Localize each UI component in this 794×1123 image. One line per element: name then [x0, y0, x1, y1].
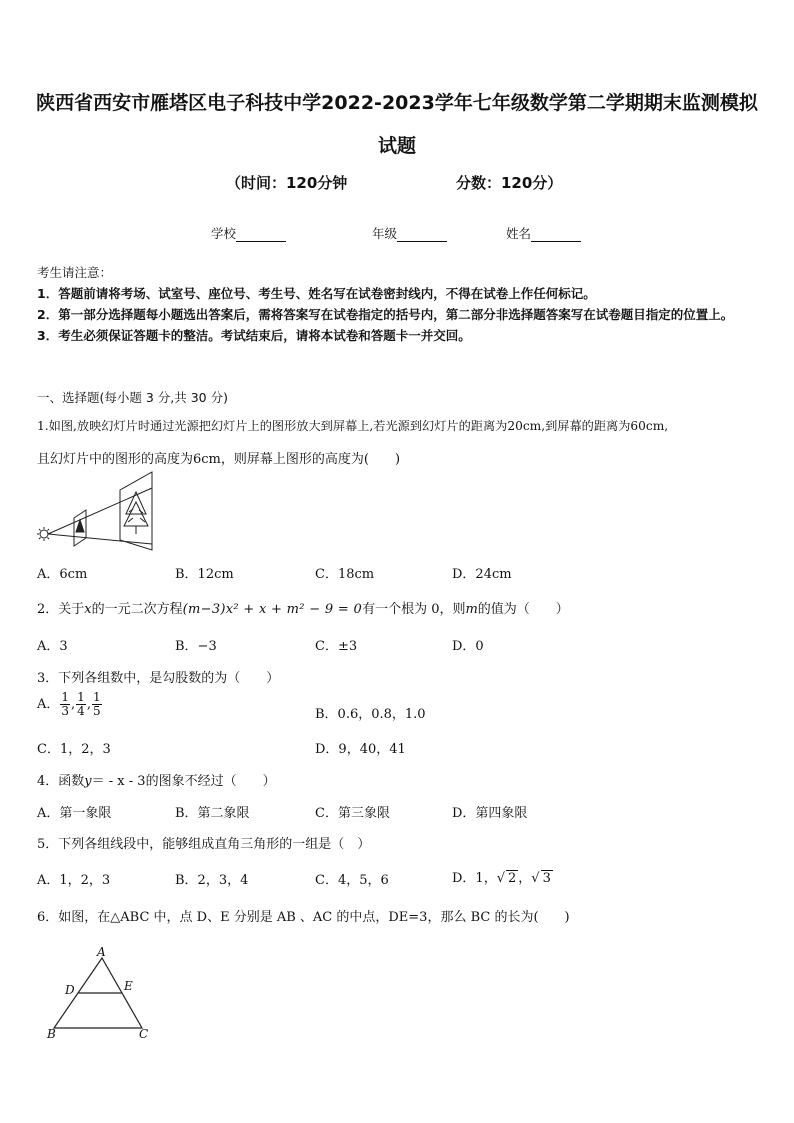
q5-stem: 5．下列各组线段中，能够组成直角三角形的一组是（ ） [37, 837, 371, 852]
notice-item-2: 2．第一部分选择题每小题选出答案后，需将答案写在试卷指定的括号内，第二部分非选择题答案写在试卷题目指定的位置上。 [37, 307, 734, 322]
q2-option-a[interactable]: A．3 [37, 639, 68, 654]
q4-func-var: y [84, 774, 92, 789]
q1-line1: 1.如图,放映幻灯片时通过光源把幻灯片上的图形放大到屏幕上,若光源到幻灯片的距离为20cm,到屏幕的距离为60cm, [37, 419, 669, 433]
notice-item-3: 3．考生必须保证答题卡的整洁。考试结束后，请将本试卷和答题卡一并交回。 [37, 328, 471, 343]
q6-stem: 6．如图，在△ABC 中，点 D、E 分别是 AB 、AC 的中点，DE=3，那么 BC 的长为( ) [37, 910, 570, 925]
q3-fraction-1: $\frac{1}{3}$ [61, 690, 70, 718]
q2-prefix: 2．关于 [37, 602, 85, 617]
q4-option-d[interactable]: D．第四象限 [452, 806, 528, 821]
grade-label: 年级 [372, 226, 398, 241]
q1-line2: 且幻灯片中的图形的高度为6cm，则屏幕上图形的高度为( ) [37, 452, 401, 467]
exam-time: （时间：120分钟 [226, 174, 348, 192]
q4-option-b[interactable]: B．第二象限 [175, 806, 250, 821]
triangle-figure [42, 944, 162, 1044]
school-blank[interactable] [236, 229, 286, 242]
q2-option-b[interactable]: B．−3 [175, 639, 217, 654]
sqrt-icon: √ [531, 871, 540, 886]
q5-option-d[interactable] [452, 867, 553, 886]
q3-option-a[interactable]: A． $\frac{1}{3}$ , $\frac{1}{4}$ , $\frac{1}{5}$ [37, 690, 101, 718]
screen-shape [120, 472, 152, 550]
q4-prefix: 4．函数 [37, 774, 85, 789]
q5-option-a[interactable]: A．1，2，3 [37, 873, 111, 888]
q2-var-m: m [465, 602, 478, 617]
q5-sqrt3-value: 3 [542, 871, 551, 886]
q3-a-label: A． [37, 697, 60, 712]
q3-option-d[interactable]: D．9，40，41 [315, 742, 406, 757]
label-b: B [47, 1027, 56, 1041]
q1-option-b[interactable]: B．12cm [175, 567, 234, 582]
q5-sqrt2-value: 2 [508, 871, 517, 886]
exam-score: 分数：120分） [456, 174, 563, 192]
q1-option-a[interactable]: A．6cm [37, 567, 88, 582]
q1-option-c[interactable]: C．18cm [315, 567, 375, 582]
q4-stem [37, 770, 276, 789]
notice-heading: 考生请注意： [37, 265, 113, 280]
q2-suffix2: 的值为（ ） [477, 602, 569, 617]
section-heading: 一、选择题(每小题 3 分,共 30 分) [37, 390, 228, 405]
q4-suffix: 的图象不经过（ ） [145, 774, 276, 789]
q3-option-b[interactable]: B．0.6，0.8，1.0 [315, 707, 426, 722]
q5-option-b[interactable]: B．2，3，4 [175, 873, 249, 888]
q4-func-rest: ＝ - x - 3 [91, 774, 146, 789]
q5-d-label: D．1， [452, 871, 497, 886]
label-d: D [65, 983, 75, 997]
grade-field [372, 224, 447, 242]
label-a: A [97, 945, 106, 959]
q3-option-c[interactable]: C．1，2，3 [37, 742, 111, 757]
q3-fraction-2: $\frac{1}{4}$ [77, 690, 85, 718]
q4-option-c[interactable]: C．第三象限 [315, 806, 390, 821]
q5-separator: ， [518, 871, 532, 886]
q2-mid: 的一元二次方程 [91, 602, 183, 617]
notice-item-1: 1．答题前请将考场、试室号、座位号、考生号、姓名写在试卷密封线内，不得在试卷上作任何标记。 [37, 286, 596, 301]
q5-option-c[interactable]: C．4，5，6 [315, 873, 389, 888]
q4-option-a[interactable]: A．第一象限 [37, 806, 112, 821]
grade-blank[interactable] [397, 229, 447, 242]
q2-option-d[interactable]: D．0 [452, 639, 484, 654]
label-e: E [124, 979, 133, 993]
q2-suffix1: 有一个根为 0，则 [362, 602, 466, 617]
q2-option-c[interactable]: C．±3 [315, 639, 358, 654]
sqrt-icon: √ [496, 871, 505, 886]
notice-block [37, 262, 762, 346]
projector-figure [34, 470, 164, 555]
q2-var-x: x [84, 602, 92, 617]
name-label: 姓名 [506, 226, 532, 241]
q3-stem: 3．下列各组数中，是勾股数的为（ ） [37, 671, 280, 686]
school-label: 学校 [211, 226, 237, 241]
q3-fraction-3: $\frac{1}{5}$ [92, 690, 101, 718]
light-source-icon [40, 530, 48, 538]
q2-equation: (m−3)x² + x + m² − 9 = 0 [182, 602, 363, 617]
q2-stem [37, 598, 569, 617]
school-field [211, 224, 286, 242]
exam-title-line2: 试题 [377, 135, 416, 157]
label-c: C [139, 1027, 149, 1041]
name-blank[interactable] [531, 229, 581, 242]
q1-option-d[interactable]: D．24cm [452, 567, 512, 582]
name-field [506, 224, 581, 242]
exam-title-line1: 陕西省西安市雁塔区电子科技中学2022-2023学年七年级数学第二学期期末监测模拟 [36, 92, 758, 114]
